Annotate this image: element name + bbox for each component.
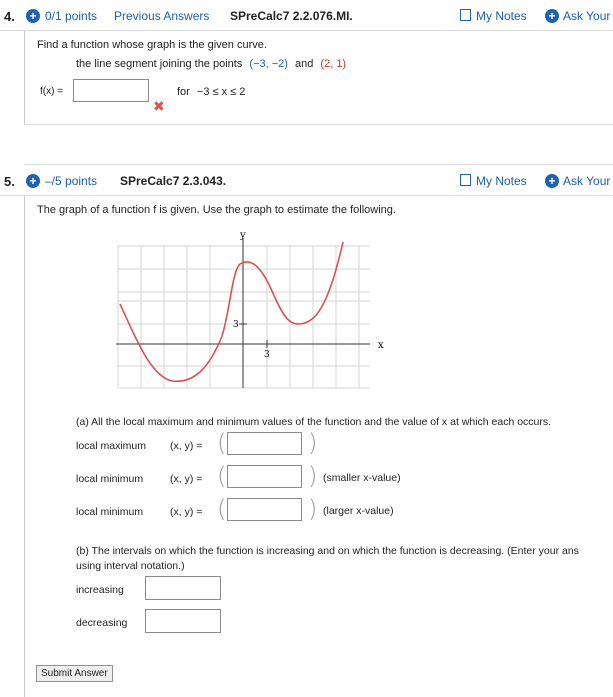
q4-my-notes-link[interactable]: [460, 9, 527, 23]
close-paren: ): [308, 429, 318, 457]
local-maximum-input[interactable]: [227, 432, 302, 455]
x-mark-icon: ✖: [153, 98, 165, 114]
fx-label: f(x) =: [40, 86, 64, 97]
open-paren: (: [217, 495, 227, 523]
q4-header: [0, 0, 613, 30]
q4-number: 4.: [4, 9, 15, 24]
q4-ask-your-link[interactable]: Ask Your: [563, 9, 611, 23]
q5-my-notes-link[interactable]: [460, 174, 527, 188]
q4-prompt: Find a function whose graph is the given curve.: [37, 39, 267, 51]
increasing-input[interactable]: [145, 576, 221, 600]
q4-domain-text: −3 ≤ x ≤ 2: [196, 86, 246, 98]
y-tick-label: 3: [233, 320, 239, 330]
q4-for: for: [177, 86, 190, 98]
q4-bottom-divider: [24, 124, 613, 125]
q4-curve-text: the line segment joining the points: [76, 58, 243, 70]
q5-expand-icon[interactable]: +: [26, 174, 40, 188]
q4-domain: [177, 86, 245, 98]
notes-icon: [460, 9, 471, 21]
local-minimum-1-xy: (x, y) =: [170, 473, 203, 485]
q4-point1: (−3, −2): [249, 58, 288, 70]
close-paren: ): [308, 462, 318, 490]
q5-code: SPreCalc7 2.3.043.: [120, 174, 227, 188]
q5-number: 5.: [4, 174, 15, 189]
function-graph: [110, 226, 390, 391]
open-paren: (: [217, 462, 227, 490]
increasing-label: increasing: [76, 584, 124, 596]
q5-ask-icon[interactable]: +: [545, 174, 559, 188]
local-minimum-1-input[interactable]: [227, 465, 302, 488]
x-axis-label: x: [378, 340, 384, 351]
q5-top-divider: [24, 164, 613, 165]
local-minimum-2-label: local minimum: [76, 506, 144, 518]
q4-expand-icon[interactable]: +: [26, 9, 40, 23]
q4-code: SPreCalc7 2.2.076.MI.: [230, 9, 353, 23]
local-minimum-2-note: (larger x-value): [323, 505, 394, 517]
q4-and: and: [295, 58, 314, 70]
q4-point2: (2, 1): [320, 58, 347, 70]
fx-input[interactable]: [73, 79, 149, 102]
previous-answers-link[interactable]: Previous Answers: [114, 9, 210, 23]
function-curve: [120, 242, 343, 381]
open-paren: (: [217, 429, 227, 457]
submit-answer-button[interactable]: Submit Answer: [36, 665, 113, 682]
decreasing-label: decreasing: [76, 617, 128, 629]
q5-header-divider: [0, 195, 613, 196]
notes-icon: [460, 174, 471, 186]
y-axis-label: y: [240, 230, 246, 241]
q5-prompt: The graph of a function f is given. Use the graph to estimate the following.: [37, 204, 396, 216]
q4-header-divider: [0, 30, 613, 31]
q4-ask-icon[interactable]: +: [545, 9, 559, 23]
local-maximum-xy: (x, y) =: [170, 440, 203, 452]
q5-left-border: [24, 196, 25, 697]
q4-points[interactable]: 0/1 points: [45, 9, 98, 23]
local-maximum-label: local maximum: [76, 440, 147, 452]
x-tick-label: 3: [264, 350, 270, 360]
q4-left-border: [24, 31, 25, 125]
local-minimum-1-label: local minimum: [76, 473, 144, 485]
local-minimum-1-note: (smaller x-value): [323, 472, 401, 484]
decreasing-input[interactable]: [145, 609, 221, 633]
q4-my-notes-label: My Notes: [476, 9, 527, 23]
part-b-line2: using interval notation.): [76, 560, 185, 572]
q5-points[interactable]: –/5 points: [45, 174, 98, 188]
q5-header: [0, 166, 613, 196]
close-paren: ): [308, 495, 318, 523]
part-a-text: (a) All the local maximum and minimum values of the function and the value of x at which each occurs.: [76, 416, 552, 428]
q5-ask-your-link[interactable]: Ask Your: [563, 174, 611, 188]
q5-my-notes-label: My Notes: [476, 174, 527, 188]
part-b-line1: (b) The intervals on which the function is increasing and on which the function is decreasing. (Enter your ans: [76, 545, 579, 557]
q4-curve-description: [76, 58, 346, 70]
local-minimum-2-input[interactable]: [227, 498, 302, 521]
local-minimum-2-xy: (x, y) =: [170, 506, 203, 518]
graph-grid: [118, 246, 370, 388]
